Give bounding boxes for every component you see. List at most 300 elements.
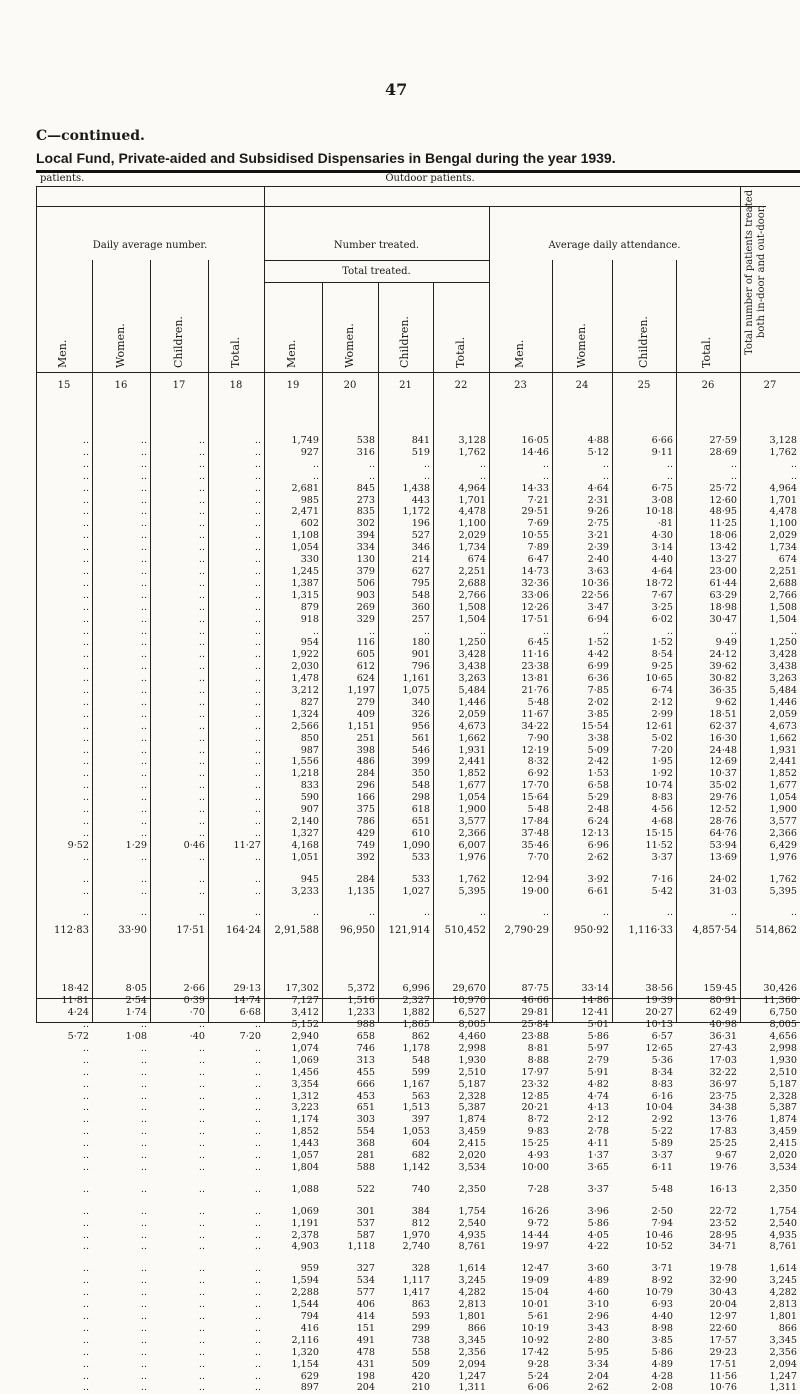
- data-table-body: [36, 395, 800, 1394]
- table-cell: 5,152: [291, 1019, 319, 1031]
- table-cell: 8·72: [527, 1114, 549, 1126]
- table-row: [36, 1007, 800, 1019]
- table-cell: [489, 1196, 552, 1206]
- table-cell: 651: [356, 1102, 375, 1114]
- table-cell: ..: [198, 696, 205, 708]
- table-cell: 3·08: [651, 494, 673, 506]
- table-cell: ..: [140, 1114, 147, 1126]
- table-cell: 1,900: [458, 804, 486, 816]
- table-row: [36, 1091, 800, 1103]
- table-cell: 879: [300, 601, 319, 613]
- table-cell: 2,790·29: [504, 925, 549, 937]
- table-cell: 740: [411, 1183, 430, 1195]
- table-cell: 833: [300, 780, 319, 792]
- table-cell: 284: [356, 768, 375, 780]
- table-cell: 28·76: [709, 816, 737, 827]
- table-cell: 35·46: [521, 839, 549, 851]
- table-cell: 3,263: [458, 673, 486, 685]
- table-cell: 5,187: [769, 1078, 797, 1090]
- table-cell: 12·65: [645, 1042, 673, 1054]
- table-cell: 5,387: [458, 1102, 486, 1114]
- table-cell: 19·09: [521, 1275, 549, 1287]
- table-cell: 5·36: [651, 1054, 673, 1066]
- table-cell: [676, 395, 740, 435]
- table-cell: 1,057: [291, 1150, 319, 1162]
- table-cell: 956: [411, 720, 430, 732]
- table-cell: [433, 1253, 489, 1263]
- table-cell: ..: [82, 625, 89, 637]
- table-cell: ..: [198, 1054, 205, 1066]
- table-cell: 13·81: [521, 673, 549, 685]
- table-cell: 4·40: [651, 554, 673, 566]
- table-cell: 2,813: [769, 1299, 797, 1311]
- table-cell: ..: [82, 458, 89, 470]
- table-cell: ..: [312, 458, 319, 470]
- table-cell: [433, 943, 489, 983]
- table-row: [36, 1311, 800, 1323]
- table-cell: ..: [254, 696, 261, 708]
- table-cell: 2,540: [769, 1217, 797, 1229]
- table-cell: 32·22: [709, 1066, 737, 1078]
- table-cell: 1·52: [587, 637, 609, 649]
- table-cell: 2,251: [769, 565, 797, 577]
- table-cell: 2,251: [458, 565, 486, 577]
- table-cell: 12·47: [521, 1263, 549, 1275]
- table-cell: 420: [411, 1370, 430, 1382]
- header-top-rule: [36, 186, 800, 187]
- table-cell: 5·89: [651, 1138, 673, 1150]
- table-cell: 12·19: [521, 744, 549, 756]
- table-cell: [552, 943, 612, 983]
- table-cell: 16·13: [709, 1183, 737, 1195]
- table-cell: 2,366: [458, 827, 486, 839]
- table-cell: ..: [198, 720, 205, 732]
- table-row: [36, 1162, 800, 1174]
- table-cell: 738: [411, 1334, 430, 1346]
- table-cell: 39·62: [709, 661, 737, 673]
- table-cell: ..: [140, 1263, 147, 1275]
- table-cell: ..: [140, 851, 147, 863]
- table-cell: [552, 1174, 612, 1184]
- table-cell: 1,762: [458, 873, 486, 885]
- table-cell: 11·27: [233, 839, 261, 851]
- table-cell: 827: [300, 696, 319, 708]
- table-cell: ..: [140, 1183, 147, 1195]
- table-cell: 10·76: [709, 1382, 737, 1394]
- table-cell: 4·88: [587, 435, 609, 446]
- table-cell: ..: [140, 804, 147, 816]
- table-cell: [378, 943, 433, 983]
- table-cell: 561: [411, 732, 430, 744]
- table-cell: 1,387: [291, 577, 319, 589]
- table-cell: 3·85: [587, 708, 609, 720]
- table-cell: 3·96: [587, 1205, 609, 1217]
- table-cell: ..: [140, 1161, 147, 1173]
- table-cell: 2,094: [458, 1358, 486, 1370]
- table-cell: ..: [82, 530, 89, 542]
- table-cell: ..: [198, 1334, 205, 1346]
- table-cell: 17·83: [709, 1126, 737, 1138]
- table-cell: 5·48: [527, 804, 549, 816]
- table-cell: 2,813: [458, 1299, 486, 1311]
- table-cell: 4·89: [587, 1275, 609, 1287]
- table-cell: 159·45: [703, 983, 737, 995]
- table-cell: 273: [356, 494, 375, 506]
- table-cell: 5·97: [587, 1042, 609, 1054]
- table-cell: 4,656: [769, 1030, 797, 1042]
- table-cell: 3,354: [291, 1078, 319, 1090]
- table-cell: 6·99: [587, 661, 609, 673]
- table-cell: ..: [82, 885, 89, 897]
- col-number: 24: [575, 380, 589, 391]
- table-cell: ..: [198, 1126, 205, 1138]
- table-cell: 3,428: [458, 649, 486, 661]
- table-cell: 3·37: [651, 1150, 673, 1162]
- table-cell: 6,996: [402, 983, 430, 995]
- table-cell: 15·15: [645, 827, 673, 839]
- table-cell: ·70: [189, 1007, 205, 1019]
- table-cell: 1,544: [291, 1299, 319, 1311]
- table-cell: ..: [254, 577, 261, 589]
- table-cell: ..: [730, 625, 737, 637]
- table-cell: 1,315: [291, 589, 319, 601]
- table-cell: ..: [254, 720, 261, 732]
- table-cell: ..: [140, 542, 147, 554]
- table-cell: 587: [356, 1229, 375, 1241]
- table-cell: ..: [254, 1382, 261, 1394]
- table-cell: ..: [140, 1382, 147, 1394]
- table-cell: ..: [140, 1229, 147, 1241]
- table-cell: ..: [82, 1066, 89, 1078]
- table-cell: 302: [356, 518, 375, 530]
- table-cell: 509: [411, 1358, 430, 1370]
- table-row: [36, 602, 800, 614]
- table-row: [36, 1174, 800, 1184]
- table-row: [36, 745, 800, 757]
- table-cell: 533: [411, 851, 430, 863]
- table-cell: 5·48: [651, 1183, 673, 1195]
- table-cell: 19·76: [709, 1161, 737, 1173]
- table-cell: 1,247: [458, 1370, 486, 1382]
- table-cell: ..: [82, 637, 89, 649]
- table-cell: ..: [368, 625, 375, 637]
- table-cell: 4,282: [458, 1287, 486, 1299]
- table-cell: ..: [140, 708, 147, 720]
- table-row: [36, 983, 800, 995]
- table-cell: ..: [666, 470, 673, 482]
- table-cell: ..: [254, 1019, 261, 1031]
- total-treated-rule: [264, 282, 489, 283]
- table-cell: 1,438: [402, 482, 430, 494]
- table-cell: 9·83: [527, 1126, 549, 1138]
- table-cell: 2,415: [769, 1138, 797, 1150]
- table-row: [36, 673, 800, 685]
- data-table: [36, 395, 800, 1394]
- table-cell: [552, 395, 612, 435]
- table-cell: ..: [198, 482, 205, 494]
- table-cell: 3·14: [651, 542, 673, 554]
- table-cell: [612, 897, 676, 907]
- table-cell: ..: [254, 827, 261, 839]
- table-cell: 5·95: [587, 1346, 609, 1358]
- table-cell: [36, 1174, 92, 1184]
- table-cell: 4·64: [587, 482, 609, 494]
- table-cell: 16·26: [521, 1205, 549, 1217]
- table-row: [36, 840, 800, 852]
- col-number: 19: [286, 380, 300, 391]
- table-cell: 4,935: [769, 1229, 797, 1241]
- table-row: [36, 661, 800, 673]
- table-cell: 1·74: [125, 1007, 147, 1019]
- table-cell: 2·08: [651, 1382, 673, 1394]
- table-cell: 9·49: [715, 637, 737, 649]
- table-row: [36, 471, 800, 483]
- table-cell: 151: [356, 1322, 375, 1334]
- table-cell: 548: [411, 780, 430, 792]
- table-cell: 9·52: [67, 839, 89, 851]
- table-cell: ..: [790, 907, 797, 919]
- table-cell: 16·05: [521, 435, 549, 446]
- table-cell: [740, 395, 800, 435]
- table-cell: 29·23: [709, 1346, 737, 1358]
- table-cell: 1,250: [769, 637, 797, 649]
- table-cell: 599: [411, 1066, 430, 1078]
- table-cell: 1,456: [291, 1066, 319, 1078]
- table-cell: 1·52: [651, 637, 673, 649]
- table-cell: 1,852: [458, 768, 486, 780]
- table-cell: 4,478: [458, 506, 486, 518]
- table-cell: [433, 1174, 489, 1184]
- table-cell: 903: [356, 589, 375, 601]
- table-cell: ..: [198, 907, 205, 919]
- table-cell: [612, 395, 676, 435]
- table-cell: ..: [140, 1287, 147, 1299]
- table-cell: [552, 864, 612, 874]
- table-cell: ..: [198, 1183, 205, 1195]
- table-cell: ..: [198, 1150, 205, 1162]
- table-cell: 651: [411, 816, 430, 827]
- table-cell: ..: [82, 1358, 89, 1370]
- table-cell: 7·20: [239, 1030, 261, 1042]
- table-cell: 2·92: [651, 1114, 673, 1126]
- table-cell: 31·03: [709, 885, 737, 897]
- table-cell: 4,964: [458, 482, 486, 494]
- table-row: [36, 1323, 800, 1335]
- table-cell: 6·16: [651, 1090, 673, 1102]
- table-cell: 443: [411, 494, 430, 506]
- table-cell: ..: [82, 1287, 89, 1299]
- table-cell: ..: [198, 458, 205, 470]
- table-cell: 1,516: [347, 995, 375, 1007]
- table-cell: 10·37: [709, 768, 737, 780]
- table-cell: ..: [140, 1322, 147, 1334]
- table-cell: 1,874: [458, 1114, 486, 1126]
- table-cell: ..: [140, 554, 147, 566]
- table-cell: 3,534: [458, 1161, 486, 1173]
- table-cell: 34·38: [709, 1102, 737, 1114]
- table-cell: 23·88: [521, 1030, 549, 1042]
- table-row: [36, 1335, 800, 1347]
- table-cell: 6·24: [587, 816, 609, 827]
- table-cell: [264, 897, 322, 907]
- table-cell: ..: [423, 458, 430, 470]
- table-cell: 534: [356, 1275, 375, 1287]
- table-cell: 554: [356, 1126, 375, 1138]
- table-cell: ..: [423, 907, 430, 919]
- table-cell: [322, 1196, 378, 1206]
- table-row: [36, 1359, 800, 1371]
- table-cell: 340: [411, 696, 430, 708]
- table-cell: 1,762: [458, 446, 486, 458]
- table-cell: [433, 897, 489, 907]
- table-cell: 4·60: [587, 1287, 609, 1299]
- table-cell: 1,976: [769, 851, 797, 863]
- col-label: Women.: [343, 323, 356, 368]
- table-cell: ..: [198, 530, 205, 542]
- table-row: [36, 886, 800, 898]
- table-cell: [322, 395, 378, 435]
- table-cell: ..: [140, 577, 147, 589]
- table-cell: 1,088: [291, 1183, 319, 1195]
- table-row: [36, 1150, 800, 1162]
- table-cell: ..: [140, 565, 147, 577]
- table-cell: 3,233: [291, 885, 319, 897]
- table-cell: 17·97: [521, 1066, 549, 1078]
- table-cell: ..: [479, 470, 486, 482]
- table-cell: 1,075: [402, 685, 430, 697]
- table-row: [36, 1275, 800, 1287]
- table-cell: 3,345: [458, 1334, 486, 1346]
- table-cell: 1,233: [347, 1007, 375, 1019]
- table-cell: ..: [140, 1299, 147, 1311]
- table-cell: ..: [140, 827, 147, 839]
- table-cell: 9·62: [715, 696, 737, 708]
- table-cell: 2·31: [587, 494, 609, 506]
- table-cell: ..: [423, 625, 430, 637]
- table-cell: 8,005: [458, 1019, 486, 1031]
- table-cell: [676, 1196, 740, 1206]
- table-cell: 10·19: [521, 1322, 549, 1334]
- table-cell: ·81: [657, 518, 673, 530]
- table-cell: ..: [602, 907, 609, 919]
- table-cell: ..: [82, 720, 89, 732]
- table-row: [36, 733, 800, 745]
- table-cell: 1,701: [769, 494, 797, 506]
- table-cell: 2,350: [458, 1183, 486, 1195]
- table-cell: ..: [254, 708, 261, 720]
- table-cell: 1,054: [458, 792, 486, 804]
- table-cell: 2·66: [183, 983, 205, 995]
- table-cell: 330: [300, 554, 319, 566]
- table-cell: 30·47: [709, 613, 737, 625]
- table-cell: 4·05: [587, 1229, 609, 1241]
- table-cell: 21·76: [521, 685, 549, 697]
- table-cell: 624: [356, 673, 375, 685]
- table-cell: 2,328: [769, 1090, 797, 1102]
- table-cell: 204: [356, 1382, 375, 1394]
- table-cell: [36, 943, 92, 983]
- table-cell: ..: [140, 696, 147, 708]
- table-cell: 8·98: [651, 1322, 673, 1334]
- table-cell: [150, 1174, 208, 1184]
- col-number: 26: [701, 380, 715, 391]
- table-cell: ..: [198, 1241, 205, 1253]
- table-cell: 24·02: [709, 873, 737, 885]
- table-cell: 1,108: [291, 530, 319, 542]
- table-cell: 397: [411, 1114, 430, 1126]
- table-cell: 214: [411, 554, 430, 566]
- table-cell: ..: [140, 1150, 147, 1162]
- table-cell: 2·04: [587, 1370, 609, 1382]
- table-cell: 5·72: [67, 1030, 89, 1042]
- table-cell: 7·21: [527, 494, 549, 506]
- table-cell: 1,556: [291, 756, 319, 768]
- table-cell: 15·25: [521, 1138, 549, 1150]
- header-group-rule: [36, 206, 766, 207]
- table-cell: 19·39: [645, 995, 673, 1007]
- table-cell: 10·04: [645, 1102, 673, 1114]
- table-cell: 17·51: [176, 925, 205, 937]
- table-row: [36, 649, 800, 661]
- table-cell: ..: [82, 1090, 89, 1102]
- table-row: [36, 1055, 800, 1067]
- table-cell: 1·95: [651, 756, 673, 768]
- table-cell: 210: [411, 1382, 430, 1394]
- table-cell: [676, 943, 740, 983]
- table-cell: ..: [198, 1217, 205, 1229]
- table-cell: 406: [356, 1299, 375, 1311]
- table-cell: 14·44: [521, 1229, 549, 1241]
- header-outdoor: Outdoor patients.: [385, 173, 475, 184]
- table-cell: ..: [82, 685, 89, 697]
- table-row: [36, 780, 800, 792]
- table-cell: [150, 897, 208, 907]
- table-cell: ..: [198, 625, 205, 637]
- table-cell: ..: [140, 1205, 147, 1217]
- table-row: [36, 435, 800, 447]
- table-cell: [36, 395, 92, 435]
- table-row: [36, 530, 800, 542]
- table-cell: [92, 1174, 150, 1184]
- table-cell: ..: [254, 756, 261, 768]
- table-cell: 5·29: [587, 792, 609, 804]
- table-cell: 2,350: [769, 1183, 797, 1195]
- table-cell: 2·99: [651, 708, 673, 720]
- table-cell: 3·71: [651, 1263, 673, 1275]
- table-cell: 2,030: [291, 661, 319, 673]
- table-cell: 4·22: [587, 1241, 609, 1253]
- table-cell: 8,005: [769, 1019, 797, 1031]
- table-cell: 1,922: [291, 649, 319, 661]
- table-cell: ..: [666, 907, 673, 919]
- table-cell: 1,804: [291, 1161, 319, 1173]
- table-cell: [264, 395, 322, 435]
- table-cell: 5,484: [458, 685, 486, 697]
- table-cell: ..: [140, 816, 147, 827]
- table-cell: 866: [467, 1322, 486, 1334]
- table-cell: ..: [82, 1229, 89, 1241]
- table-cell: 10·92: [521, 1334, 549, 1346]
- table-cell: 63·29: [709, 589, 737, 601]
- table-cell: ..: [312, 625, 319, 637]
- table-cell: 1,930: [769, 1054, 797, 1066]
- table-cell: ..: [198, 577, 205, 589]
- table-cell: ..: [198, 744, 205, 756]
- table-row: [36, 1230, 800, 1242]
- table-cell: 1·53: [587, 768, 609, 780]
- table-cell: 2,688: [458, 577, 486, 589]
- table-cell: 334: [356, 542, 375, 554]
